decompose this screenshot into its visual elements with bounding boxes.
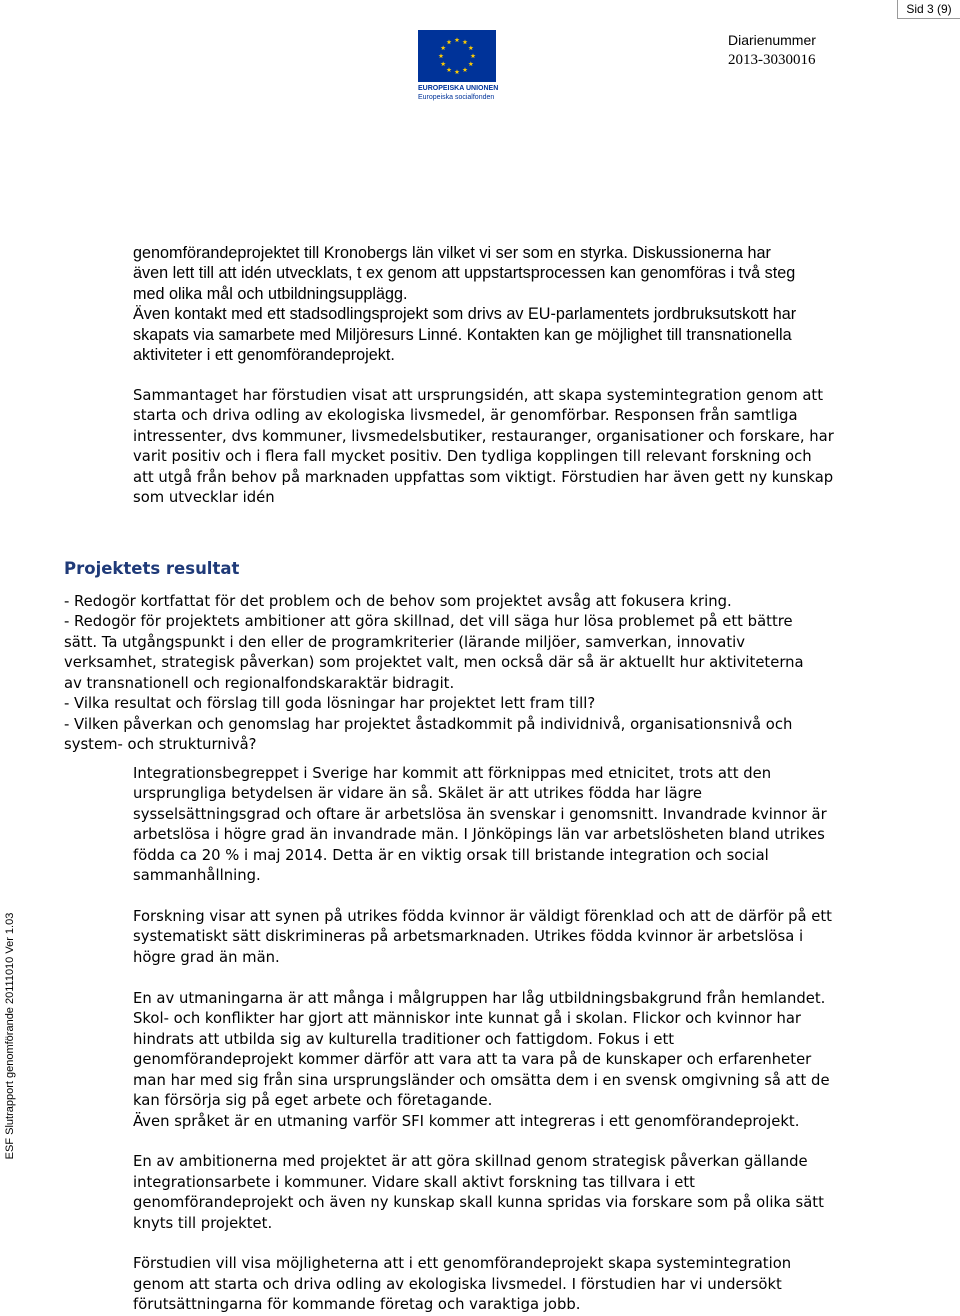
sidebar-version-text: ESF Slutrapport genomförande 20111010 Ver 1.03 — [4, 912, 16, 1160]
text-line: med olika mål och utbildningsupplägg. — [133, 285, 408, 303]
text-line: knyts till projektet. — [133, 1215, 273, 1232]
text-line: förutsättningarna för kommande företag och varaktiga jobb. — [133, 1296, 581, 1313]
instruction-line: system- och strukturnivå? — [64, 736, 257, 753]
text-line: även lett till att idén utvecklats, t ex genom att uppstartsprocessen kan genomföras i två steg — [133, 264, 796, 282]
text-line: Skol- och konflikter har gjort att människor inte kunnat gå i skolan. Flickor och kvinnor har — [133, 1010, 802, 1027]
registry-number: 2013-3030016 — [728, 52, 816, 68]
text-line: skapats via samarbete med Miljöresurs Linné. Kontakten kan ge möjlighet till transnationella — [133, 326, 792, 344]
text-line: genomförandeprojektet till Kronobergs län vilket vi ser som en styrka. Diskussionerna har — [133, 244, 771, 262]
text-line: starta och driva odling av ekologiska livsmedel, är genomförbar. Responsen från samtliga — [133, 407, 798, 424]
text-line: genomförandeprojekt och även ny kunskap skall kunna spridas via forskare som på olika sätt — [133, 1194, 824, 1211]
text-line: födda ca 20 % i maj 2014. Detta är en viktig orsak till bristande integration och social — [133, 847, 769, 864]
text-line: arbetslösa i högre grad än invandrade män. I Jönköpings län var arbetslösheten bland utrikes — [133, 826, 825, 843]
eu-flag-icon — [418, 30, 496, 82]
text-line: kan försörja sig på eget arbete och företagande. — [133, 1092, 493, 1109]
text-line: hindrats att utbilda sig av kulturella traditioner och fattigdom. Fokus i ett — [133, 1031, 675, 1048]
text-line: att utgå från behov på marknaden uppfattas som viktigt. Förstudien har även gett ny kunskap — [133, 469, 834, 486]
registry-block — [728, 31, 816, 69]
text-line: systematiskt sätt diskrimineras på arbetsmarknaden. Utrikes födda kvinnor är arbetslösa i — [133, 928, 804, 945]
text-line: integrationsarbete i kommuner. Vidare skall aktivt forskning tas tillvara i ett — [133, 1174, 695, 1191]
text-line: Integrationsbegreppet i Sverige har kommit att förknippas med etnicitet, trots att den — [133, 765, 772, 782]
logo-line-2: Europeiska socialfonden — [418, 94, 495, 101]
instruction-line: sätt. Ta utgångspunkt i den eller de programkriterier (lärande miljöer, samverkan, innovativ — [64, 634, 745, 651]
eu-logo — [418, 30, 498, 102]
text-line: Även kontakt med ett stadsodlingsprojekt som drivs av EU-parlamentets jordbruksutskott har — [133, 305, 797, 323]
text-line: Även språket är en utmaning varför SFI kommer att integreras i ett genomförandeprojekt. — [133, 1113, 800, 1130]
text-line: genom att starta och driva odling av ekologiska livsmedel. I förstudien har vi undersökt — [133, 1276, 782, 1293]
instruction-line: verksamhet, strategisk påverkan) som projektet valt, men också där så är aktuellt hur aktiviteterna — [64, 654, 804, 671]
instruction-line: av transnationell och regionalfondskaraktär bidragit. — [64, 675, 455, 692]
text-line: intressenter, dvs kommuner, livsmedelsbutiker, restauranger, organisationer och forskare, har — [133, 428, 834, 445]
text-line: En av ambitionerna med projektet är att göra skillnad genom strategisk påverkan gällande — [133, 1153, 808, 1170]
text-line: aktiviteter i ett genomförandeprojekt. — [133, 346, 395, 364]
text-line: Sammantaget har förstudien visat att ursprungsidén, att skapa systemintegration genom att — [133, 387, 823, 404]
instruction-line: - Redogör för projektets ambitioner att göra skillnad, det vill säga hur lösa problemet på ett bättre — [64, 613, 793, 630]
text-line: Forskning visar att synen på utrikes födda kvinnor är väldigt förenklad och att de därför på ett — [133, 908, 832, 925]
instruction-line: - Vilka resultat och förslag till goda lösningar har projektet lett fram till? — [64, 695, 596, 712]
text-line: sysselsättningsgrad och oftare är arbetslösa än svenskar i genomsnitt. Invandrade kvinnor är — [133, 806, 827, 823]
text-line: ursprungliga betydelsen är vidare än så. Skälet är att utrikes födda har lägre — [133, 785, 702, 802]
instruction-line: - Vilken påverkan och genomslag har projektet åstadkommit på individnivå, organisationsnivå och — [64, 716, 793, 733]
text-line: Förstudien vill visa möjligheterna att i ett genomförandeprojekt skapa systemintegration — [133, 1255, 792, 1272]
page-number: Sid 3 (9) — [897, 0, 960, 19]
registry-label: Diarienummer — [728, 32, 816, 48]
text-line: varit positiv och i flera fall mycket positiv. Den tydliga kopplingen till relevant forskning och — [133, 448, 812, 465]
text-line: högre grad än män. — [133, 949, 280, 966]
text-line: En av utmaningarna är att många i målgruppen har låg utbildningsbakgrund från hemlandet. — [133, 990, 826, 1007]
section-heading: Projektets resultat — [64, 559, 240, 578]
text-line: sammanhållning. — [133, 867, 261, 884]
text-line: som utvecklar idén — [133, 489, 275, 506]
instruction-line: - Redogör kortfattat för det problem och de behov som projektet avsåg att fokusera kring. — [64, 593, 732, 610]
text-line: man har med sig från sina ursprungsländer och omsätta dem i en svensk omgivning så att de — [133, 1072, 830, 1089]
logo-line-1: EUROPEISKA UNIONEN — [418, 85, 499, 92]
text-line: genomförandeprojekt kommer därför att vara att ta vara på de kunskaper och erfarenheter — [133, 1051, 812, 1068]
